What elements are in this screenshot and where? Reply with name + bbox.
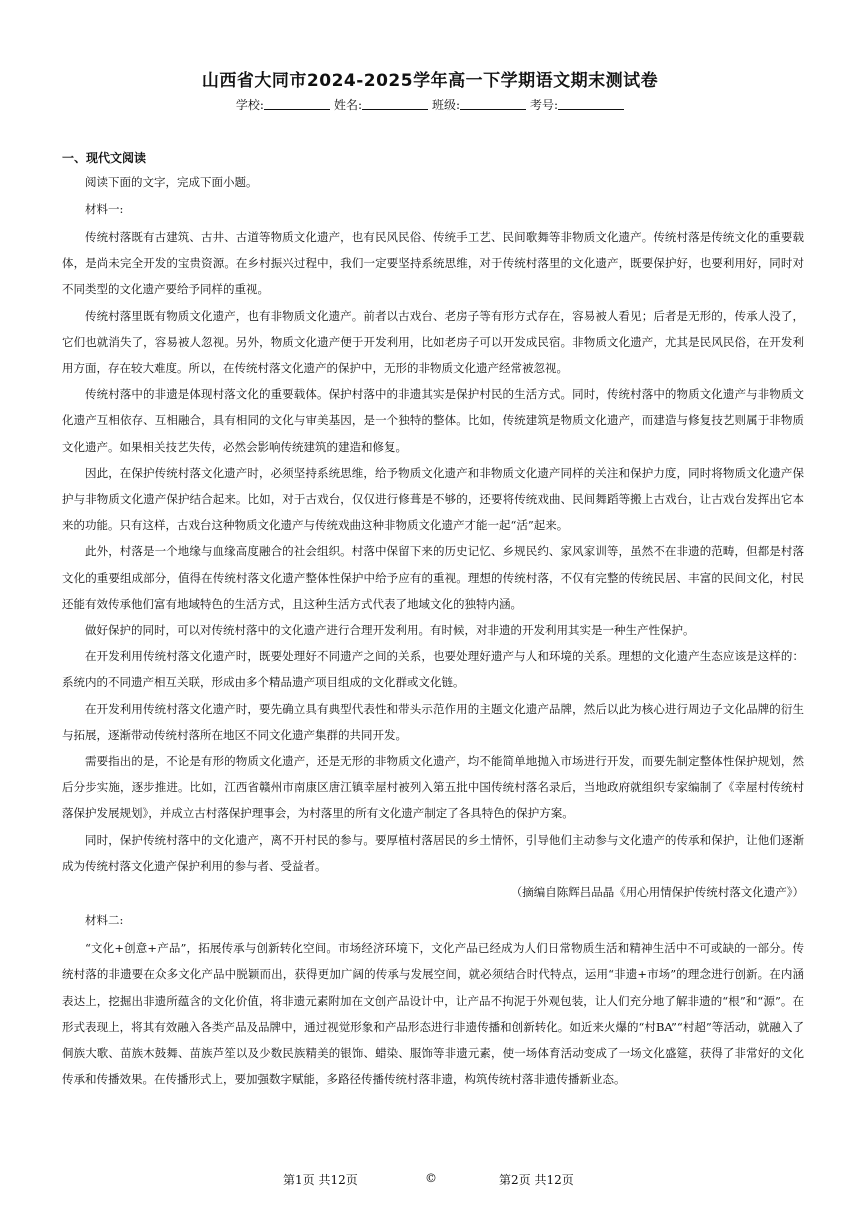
page-number-left: 第1页 共12页 [283, 1173, 358, 1187]
instructions: 阅读下面的文字，完成下面小题。 [85, 175, 258, 189]
material-one-paragraph: 因此，在保护传统村落文化遗产时，必须坚持系统思维，给予物质文化遗产和非物质文化遗产同样的关注和保护力度，同时将物质文化遗产保护与非物质文化遗产保护结合起来。比如，对于古戏台，仅仅进行修葺是不够的，还要将传统戏曲、民间舞蹈等搬上古戏台，让古戏台发挥出它本来的功能。只有这样，古戏台这种物质文化遗产与传统戏曲这种非物质文化遗产才能一起“活”起来。 [62, 465, 804, 533]
material-one-label: 材料一: [85, 202, 124, 216]
material-one-paragraph: 同时，保护传统村落中的文化遗产，离不开村民的参与。要厚植村落居民的乡土情怀，引导他们主动参与文化遗产的传承和保护，让他们逐渐成为传统村落文化遗产保护利用的参与者、受益者。 [62, 832, 804, 873]
material-one-paragraph: 此外，村落是一个地缘与血缘高度融合的社会组织。村落中保留下来的历史记忆、乡规民约、家风家训等，虽然不在非遗的范畴，但都是村落文化的重要组成部分，值得在传统村落文化遗产整体性保护中给予应有的重视。理想的传统村落，不仅有完整的传统民居、丰富的民间文化，村民还能有效传承他们富有地域特色的生活方式，且这种生活方式代表了地域文化的独特内涵。 [62, 544, 804, 611]
class-label: 班级: [432, 98, 461, 112]
material-one-paragraph: 在开发利用传统村落文化遗产时，要先确立具有典型代表性和带头示范作用的主题文化遗产品牌，然后以此为核心进行周边子文化品牌的衍生与拓展，逐渐带动传统村落所在地区不同文化遗产集群的共同开发。 [62, 701, 804, 742]
section-heading: 一、现代文阅读 [62, 151, 147, 165]
material-two-label: 材料二: [85, 913, 124, 928]
exam-title: 山西省大同市2024-2025学年高一下学期语文期末测试卷 [201, 71, 659, 91]
name-blank[interactable] [362, 98, 428, 110]
page-footer [0, 1171, 860, 1191]
exam-number-blank[interactable] [558, 98, 624, 110]
material-one-paragraph: 需要指出的是，不论是有形的物质文化遗产，还是无形的非物质文化遗产，均不能简单地抛入市场进行开发，而要先制定整体性保护规划，然后分步实施，逐步推进。比如，江西省赣州市南康区唐江镇幸屋村被列入第五批中国传统村落名录后，当地政府就组织专家编制了《幸屋村传统村落保护发展规划》，并成立古村落保护理事会，为村落里的所有文化遗产制定了各具特色的保护方案。 [62, 754, 804, 821]
reading-section [62, 148, 804, 1093]
exam-number-label: 考号: [530, 98, 559, 112]
material-one-paragraph: 传统村落里既有物质文化遗产，也有非物质文化遗产。前者以古戏台、老房子等有形方式存在，容易被人看见；后者是无形的，传承人没了，它们也就消失了，容易被人忽视。另外，物质文化遗产便于开发利用，比如老房子可以开发成民宿。非物质文化遗产，尤其是民风民俗，在开发利用方面，存在较大难度。所以，在传统村落文化遗产的保护中，无形的非物质文化遗产经常被忽视。 [62, 308, 804, 376]
material-one-source: （摘编自陈辉吕品晶《用心用情保护传统村落文化遗产》） [510, 885, 804, 900]
page-number-right: 第2页 共12页 [499, 1173, 574, 1187]
material-one-paragraph: 做好保护的同时，可以对传统村落中的文化遗产进行合理开发利用。有时候，对非遗的开发利用其实是一种生产性保护。 [85, 623, 695, 638]
material-one-paragraph: 传统村落既有古建筑、古井、古道等物质文化遗产，也有民风民俗、传统手工艺、民间歌舞等非物质文化遗产。传统村落是传统文化的重要载体，是尚未完全开发的宝贵资源。在乡村振兴过程中，我们一定要坚持系统思维，对于传统村落里的文化遗产，既要保护好，也要利用好，同时对不同类型的文化遗产要给予同样的重视。 [62, 230, 804, 297]
name-label: 姓名: [333, 98, 362, 112]
student-info-line [0, 96, 860, 113]
class-blank[interactable] [460, 98, 526, 110]
copyright-symbol: © [425, 1171, 437, 1185]
school-label: 学校: [235, 98, 264, 112]
material-one-paragraph: 在开发利用传统村落文化遗产时，既要处理好不同遗产之间的关系，也要处理好遗产与人和环境的关系。理想的文化遗产生态应该是这样的：系统内的不同遗产相互关联，形成由多个精品遗产项目组成的文化群或文化链。 [62, 649, 804, 690]
material-one-paragraph: 传统村落中的非遗是体现村落文化的重要载体。保护村落中的非遗其实是保护村民的生活方式。同时，传统村落中的物质文化遗产与非物质文化遗产互相依存、互相融合，具有相同的文化与审美基因，是一个独特的整体。比如，传统建筑是物质文化遗产，而建造与修复技艺则属于非物质文化遗产。如果相关技艺失传，必然会影响传统建筑的建造和修复。 [62, 387, 804, 454]
material-two-paragraph: “文化+创意+产品”，拓展传承与创新转化空间。市场经济环境下，文化产品已经成为人们日常物质生活和精神生活中不可或缺的一部分。传统村落的非遗要在众多文化产品中脱颖而出，获得更加广阔的传承与发展空间，就必须结合时代特点，运用“非遗+市场”的理念进行创新。在内涵表达上，挖掘出非遗所蕴含的文化价值，将非遗元素附加在文创产品设计中，让产品不拘泥于外观包装，让人们充分地了解非遗的“根”和“源”。在形式表现上，将其有效融入各类产品及品牌中，通过视觉形象和产品形态进行非遗传播和创新转化。如近来火爆的“村BA”“村超”等活动，就融入了侗族大歌、苗族木鼓舞、苗族芦笙以及少数民族精美的银饰、蜡染、服饰等非遗元素，使一场体育活动变成了一场文化盛筵，获得了非常好的文化传承和传播效果。在传播形式上，要加强数字赋能，多路径传播传统村落非遗，构筑传统村落非遗传播新业态。 [62, 941, 804, 1087]
school-blank[interactable] [264, 98, 330, 110]
